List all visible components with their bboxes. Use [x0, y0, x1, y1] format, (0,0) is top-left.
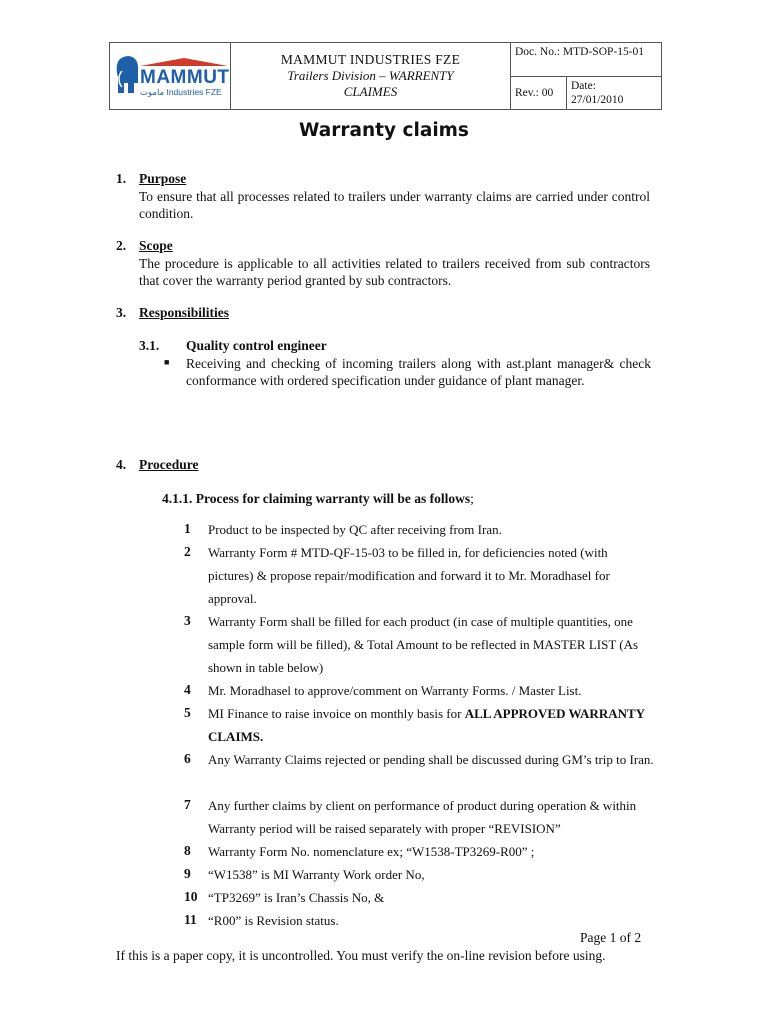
company-logo: [110, 43, 230, 109]
scope-text: The procedure is applicable to all activities related to trailers received from sub contractors that cover the warranty period granted by sub contractors.: [139, 256, 650, 288]
step-text: [208, 886, 654, 909]
subsection-title: Quality control engineer: [186, 338, 327, 353]
header-meta-cell: [511, 43, 662, 110]
date-value: 27/01/2010: [571, 94, 624, 106]
section-title-responsibilities: Responsibilities: [139, 305, 230, 320]
subsection-number: 3.1.: [139, 338, 160, 353]
division-line-2: CLAIMES: [343, 84, 398, 99]
step-text: [208, 863, 654, 886]
doc-meta-table: [511, 43, 661, 109]
step-text: [208, 840, 654, 863]
footer-note: If this is a paper copy, it is uncontrolled. You must verify the on-line revision before using.: [116, 948, 606, 963]
responsibility-bullet-text: Receiving and checking of incoming trailers along with ast.plant manager& check conformance with ordered specification under guidance of plant manager.: [186, 356, 651, 388]
step-number: 10: [184, 889, 198, 904]
step-text-content: Mr. Moradhasel to approve/comment on Warranty Forms. / Master List.: [208, 683, 582, 698]
purpose-text: To ensure that all processes related to trailers under warranty claims are carried under control condition.: [139, 189, 650, 221]
section-number: 4.: [116, 457, 127, 472]
mammoth-icon: [114, 53, 142, 101]
step-number: 9: [184, 866, 191, 881]
step-text-content: Product to be inspected by QC after receiving from Iran.: [208, 522, 502, 537]
page-number: Page 1 of 2: [580, 930, 642, 945]
doc-number: Doc. No.: MTD-SOP-15-01: [511, 43, 661, 77]
step-text-bold: ALL APPROVED WARRANTY CLAIMS.: [208, 706, 645, 744]
logo-subtitle: ماموت Industries FZE: [140, 87, 222, 97]
date-label: Date:: [571, 80, 596, 92]
step-text: [208, 909, 654, 932]
step-text: [208, 748, 654, 771]
step-text: [208, 610, 654, 679]
step-number: 4: [184, 682, 191, 697]
section-number: 3.: [116, 305, 127, 320]
page-title: Warranty claims: [299, 120, 469, 141]
step-text-content: “W1538” is MI Warranty Work order No,: [208, 867, 425, 882]
roof-icon: [140, 58, 228, 66]
step-number: 8: [184, 843, 191, 858]
bullet-icon: ■: [164, 357, 170, 367]
date-cell: [567, 77, 662, 110]
step-text-content: MI Finance to raise invoice on monthly basis for: [208, 706, 465, 721]
step-text-content: Any Warranty Claims rejected or pending shall be discussed during GM’s trip to Iran.: [208, 752, 654, 767]
step-text-content: “R00” is Revision status.: [208, 913, 339, 928]
step-text: [208, 679, 654, 702]
procedure-subheading-tail: ;: [470, 491, 474, 506]
step-number: 2: [184, 544, 191, 559]
step-text-content: Warranty Form shall be filled for each product (in case of multiple quantities, one sample form will be filled), & Total Amount to be reflected in MASTER LIST (As shown in table below): [208, 614, 639, 675]
step-text: [208, 702, 654, 748]
section-number: 2.: [116, 238, 127, 253]
company-name: MAMMUT INDUSTRIES FZE: [280, 52, 461, 67]
section-title-purpose: Purpose: [139, 171, 187, 186]
step-number: 6: [184, 751, 191, 766]
step-number: 7: [184, 797, 191, 812]
revision: Rev.: 00: [511, 77, 567, 110]
step-text-content: Warranty Form No. nomenclature ex; “W1538-TP3269-R00” ;: [208, 844, 535, 859]
step-text-content: “TP3269” is Iran’s Chassis No, &: [208, 890, 385, 905]
procedure-subheading: [162, 491, 474, 507]
section-title-scope: Scope: [139, 238, 173, 253]
step-text: [208, 541, 654, 610]
logo-cell: [110, 43, 231, 110]
step-number: 1: [184, 521, 191, 536]
step-number: 11: [184, 912, 197, 927]
header-title-cell: [231, 43, 511, 110]
section-number: 1.: [116, 171, 127, 186]
step-text-content: Any further claims by client on performance of product during operation & within Warranty period will be raised separately with proper “REVISION”: [208, 798, 637, 836]
document-header: [109, 42, 662, 110]
step-text: [208, 518, 654, 541]
step-text: [208, 794, 654, 840]
step-text-content: Warranty Form # MTD-QF-15-03 to be filled in, for deficiencies noted (with pictures) & propose repair/modification and forward it to Mr. Moradhasel for approval.: [208, 545, 610, 606]
section-title-procedure: Procedure: [139, 457, 199, 472]
step-number: 5: [184, 705, 191, 720]
step-number: 3: [184, 613, 191, 628]
division-line-1: Trailers Division – WARRENTY: [287, 68, 454, 83]
procedure-subheading-text: 4.1.1. Process for claiming warranty will be as follows: [162, 491, 471, 506]
logo-brand: MAMMUT: [140, 67, 230, 88]
